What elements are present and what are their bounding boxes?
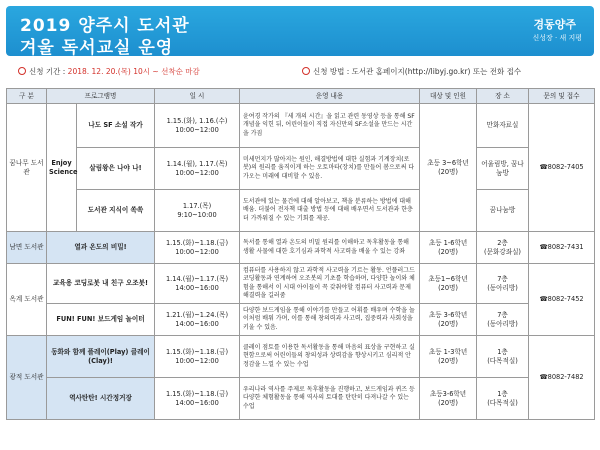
header-target: 대상 및 인원 xyxy=(420,89,477,104)
header-program: 프로그램명 xyxy=(47,89,155,104)
program-content: 도서관에 있는 물건에 대해 알아보고, 책을 분류하는 방법에 대해 배움. 더불어 전자책 대출 방법 등에 대해 배우면서 도서관과 한층 더 가까워질 수 있는 기회를 제공. xyxy=(240,190,420,232)
program-content: 독서를 통해 열과 온도의 비밀 원리를 이해하고 독후활동을 통해 생활 사물에 대한 호기심과 과학적 사고력을 배울 수 있는 강좌 xyxy=(240,232,420,264)
header-place: 장 소 xyxy=(477,89,529,104)
circle-bullet-icon xyxy=(18,67,26,75)
program-name: 나도 SF 소설 작가 xyxy=(77,104,155,148)
program-place: 1층 (다목적실) xyxy=(477,378,529,420)
period-label: 신청 기간 : xyxy=(29,67,66,76)
library-okjeong: 옥계 도서관 xyxy=(7,264,47,336)
program-place: 만화자료실 xyxy=(477,104,529,148)
table-row xyxy=(7,304,595,336)
program-place: 2층 (문화강좌실) xyxy=(477,232,529,264)
program-name: 도서관 지식이 쏙쏙 xyxy=(77,190,155,232)
program-name: FUN! FUN! 보드게임 놀이터 xyxy=(47,304,155,336)
program-datetime: 1.14.(월)~1.17.(목) 14:00~16:00 xyxy=(155,264,240,304)
table-row xyxy=(7,104,595,148)
table-row xyxy=(7,336,595,378)
title-line-1: 2019 양주시 도서관 xyxy=(20,16,190,36)
program-place: 꿈나눔방 xyxy=(477,190,529,232)
program-content: 미세먼지가 많아지는 원인, 해결방법에 대한 실험과 기계장치(로봇)의 원리를 움직이게 하는 오토마타(장치)를 만들어 봄으로써 다가오는 미래에 대비할 수 있음. xyxy=(240,148,420,190)
program-name: 역사탄탄! 시간정거장 xyxy=(47,378,155,420)
program-target: 초등 1-6학년 (20명) xyxy=(420,232,477,264)
header-content: 운영 내용 xyxy=(240,89,420,104)
table-row xyxy=(7,148,595,190)
program-datetime: 1.15.(화)~1.18.(금) 14:00~16:00 xyxy=(155,378,240,420)
header-category: 구 분 xyxy=(7,89,47,104)
library-kkumnamu: 꿈나무 도서관 xyxy=(7,104,47,232)
program-target: 초등 3-6학년 (20명) xyxy=(420,304,477,336)
program-content: 우리나라 역사를 주제로 독후활동을 진행하고, 보드게임과 퀴즈 등 다양한 체험활동을 통해 역사의 토대를 탄탄히 다져나갈 수 있는 수업 xyxy=(240,378,420,420)
period-value: 2018. 12. 20.(목) 10시 ~ 선착순 마감 xyxy=(67,67,200,76)
program-target: 초등1~6학년 (20명) xyxy=(420,264,477,304)
program-datetime: 1.14.(월), 1.17.(목) 10:00~12:00 xyxy=(155,148,240,190)
program-target: 초등3-6학년 (20명) xyxy=(420,378,477,420)
program-name: 살림왕은 나야 나! xyxy=(77,148,155,190)
program-datetime: 1.15.(화)~1.18.(금) 10:00~12:00 xyxy=(155,232,240,264)
program-place: 어울림방, 꿈나눔방 xyxy=(477,148,529,190)
program-datetime: 1.21.(월)~1.24.(목) 14:00~16:00 xyxy=(155,304,240,336)
program-place: 1층 (다목적실) xyxy=(477,336,529,378)
program-content: 컴퓨터를 사용하지 않고 과학적 사고력을 기르는 활동. 언플러그드 코딩활동과 연계하여 오조봇의 기초를 학습하며, 다양한 놀이와 체험을 통해서 이 시대 아이들이 꼭 갖춰야할 컴퓨터 사고력과 문제 해결력을 길러줌 xyxy=(240,264,420,304)
program-name: 교육용 코딩로봇 내 친구 오조봇! xyxy=(47,264,155,304)
program-table xyxy=(6,88,595,420)
table-row xyxy=(7,264,595,304)
contact-phone: ☎8082-7452 xyxy=(529,264,595,336)
city-slogan: 신성장 · 새 지평 xyxy=(532,34,582,42)
method-label: 신청 방법 : xyxy=(313,67,350,76)
library-namyeon: 남면 도서관 xyxy=(7,232,47,264)
program-target: 초등 3~6학년 (20명) xyxy=(420,104,477,232)
contact-phone: ☎8082-7405 xyxy=(529,104,595,232)
program-target: 초등 1-3학년 (20명) xyxy=(420,336,477,378)
enjoy-science-label: Enjoy Science xyxy=(47,104,77,232)
table-header-row xyxy=(7,89,595,104)
city-logo: 경동양주 xyxy=(533,18,576,31)
library-gwangjeok: 광적 도서관 xyxy=(7,336,47,420)
contact-phone: ☎8082-7431 xyxy=(529,232,595,264)
title-banner xyxy=(6,6,594,56)
method-value: 도서관 홈페이지(http://libyj.go.kr) 또는 전화 접수 xyxy=(351,67,522,76)
header-datetime: 일 시 xyxy=(155,89,240,104)
program-place: 7층 (동아리방) xyxy=(477,304,529,336)
program-datetime: 1.15.(화), 1.16.(수) 10:00~12:00 xyxy=(155,104,240,148)
application-method xyxy=(302,66,521,77)
header-contact: 문의 및 접수 xyxy=(529,89,595,104)
program-content: 클레이 점토를 이용한 독서활동을 통해 마음의 표상을 구현하고 실현함으로써 어린이들의 창의성과 상력감을 향상시키고 심리적 안정감을 느낄 수 있는 수업 xyxy=(240,336,420,378)
contact-phone: ☎8082-7482 xyxy=(529,336,595,420)
circle-bullet-icon xyxy=(302,67,310,75)
program-name: 열과 온도의 비밀! xyxy=(47,232,155,264)
table-row xyxy=(7,378,595,420)
application-period xyxy=(18,66,200,77)
table-row xyxy=(7,232,595,264)
program-place: 7층 (동아리방) xyxy=(477,264,529,304)
program-content: 윤여경 작가의 『세 개의 시간』을 읽고 관련 동영상 등을 통해 SF개념을 익힌 뒤, 어린이들이 직접 자신만의 SF소설을 만드는 시간을 가짐 xyxy=(240,104,420,148)
program-name: 동화와 함께 플레이(Play) 클레이(Clay)! xyxy=(47,336,155,378)
program-content: 다양한 보드게임을 통해 이야기를 만들고 어휘를 배우며 수학을 놀이처럼 배워 가며, 이를 통해 창의력과 사고력, 집중력과 사회성을 키울 수 있음. xyxy=(240,304,420,336)
program-datetime: 1.15.(화)~1.18.(금) 10:00~12:00 xyxy=(155,336,240,378)
table-row xyxy=(7,190,595,232)
title-line-2: 겨울 독서교실 운영 xyxy=(20,38,174,58)
program-datetime: 1.17.(목) 9:10~10:00 xyxy=(155,190,240,232)
